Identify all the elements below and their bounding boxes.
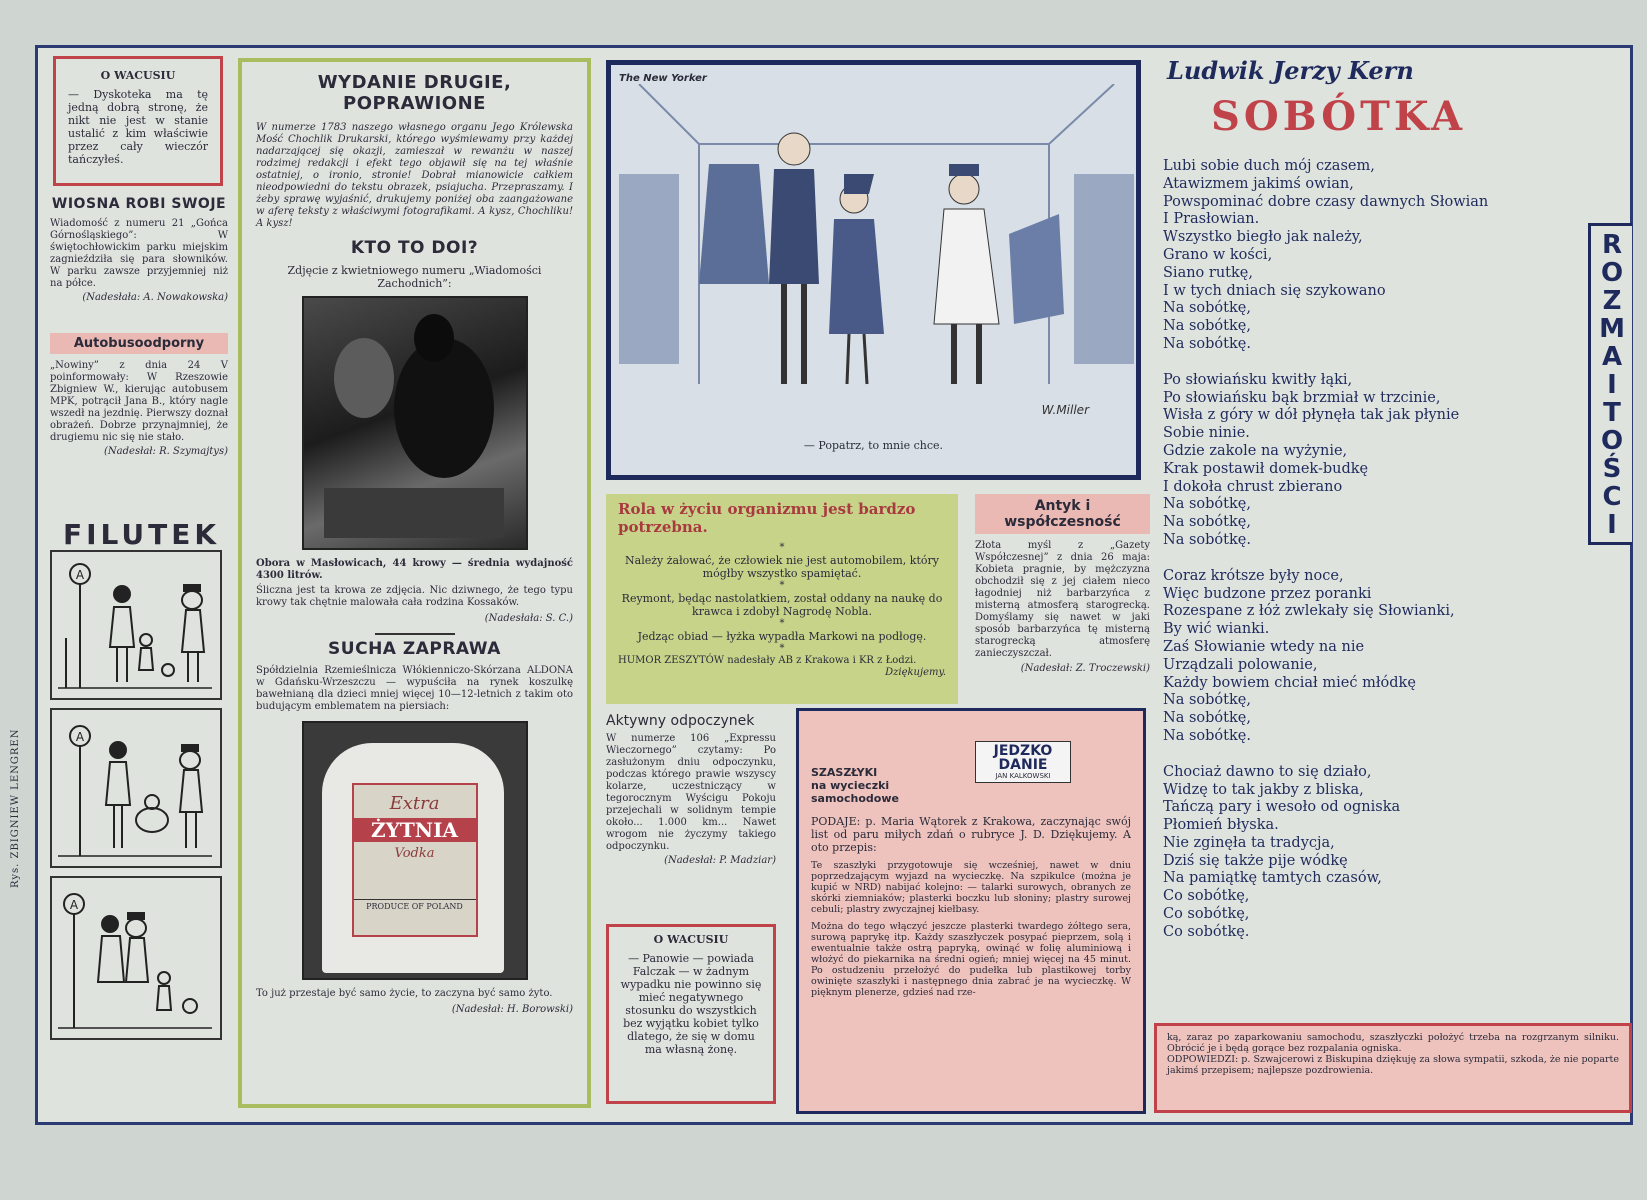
stanza-4 [1163,764,1593,942]
aktywny-article [606,713,776,867]
poem-line: Zaś Słowianie wtedy na nie [1163,638,1365,655]
rola-title: Rola w życiu organizmu jest bardzo potrzebna. [618,500,916,536]
poem-line: Co sobótkę, [1163,888,1250,905]
sucha-credit: (Nadesłał: H. Borowski) [451,1004,573,1015]
wacusiu-title-2: O WACUSIU [653,933,729,946]
autobus-article [50,333,228,458]
poem-line: Sobie ninie. [1163,425,1250,442]
stop-letter-2: A [75,730,85,744]
poem-line: Dziś się także pije wódkę [1163,852,1348,869]
rola-star-3: * [779,618,785,629]
stanza-2 [1163,372,1593,550]
wydanie-box [238,58,591,1108]
poem-line: Co sobótkę, [1163,906,1250,923]
filutek-drawing-1 [52,552,220,698]
shirt-photo [302,721,528,980]
logo-line-1: JEDZKO [993,743,1053,759]
szaszlyki-text-2: Można do tego włączyć jeszcze plasterki twardego żółtego sera, surową paprykę itp. Każdy szaszłyczek posypać pieprzem, solą i ewentualnie także ostrą papryką, owinąć w folię aluminiową i włożyć do piekarnika na średni ogień; mniej więcej na 45 minut. Po ostudzeniu przełożyć do pudełka lub plastikowej torby owinięte szaszłyki i następnego dnia zabrać je na wycieczkę. W pięknym plenerze, gdzieś nad rze- [811,921,1131,998]
cartoon-drawing [619,84,1134,429]
kto-text: Śliczna jest ta krowa ze zdjęcia. Nic dziwnego, że tego typu krowy tak chętnie malowała cała rodzina Kossaków. [256,585,573,608]
poem-line: Po słowiańsku bąk brzmiał w trzcinie, [1163,389,1441,406]
szaszlyki-subtitle: na wycieczki samochodowe [811,779,899,805]
szaszlyki-cont-box [1154,1023,1632,1113]
filutek-drawing-3 [52,878,220,1038]
wacusiu-text-2: — Panowie — powiada Falczak — w żadnym wypadku nie powinno się mieć negatywnego stosunku do wszystkich bez wyjątku kobiet tylko dlatego, że się w domu ma własną żonę. [620,952,762,1056]
poem-line: Lubi sobie duch mój czasem, [1163,158,1375,174]
wiosna-article [50,196,228,304]
stop-letter-1: A [75,568,85,582]
wacusiu-title-1: O WACUSIU [100,69,176,82]
szaszlyki-cont: ką, zaraz po zaparkowaniu samochodu, szaszłyczki położyć trzeba na rozgrzanym silniku. Obrócić je i będą gorące bez rozpalania ogniska. [1167,1032,1619,1054]
wydanie-text: W numerze 1783 naszego własnego organu Jego Królewska Mość Chochlik Drukarski, którego wyśmiewamy przy każdej nadarzającej się okazji, zamieszał w rewanżu w naszej rodzimej redakcji i efekt tego objawił się na tej właśnie ostatniej, o ironio, stronie! Dobrał mianowicie całkiem nieodpowiedni do tekstu obrazek, psiajucha. Przepraszamy. I żeby sprawę wyjaśnić, drukujemy poniżej oba zaangażowane w aferę teksty z właściwymi fotografikami. A kysz, Chochliku! A kysz! [256,122,573,229]
newspaper-page [10,45,1633,1125]
wacusiu-box-2 [606,924,776,1104]
poem-line: By wić wianki. [1163,621,1270,638]
poem-line: I w tych dniach się szykowano [1163,282,1386,299]
poem-line: Na sobótkę, [1163,496,1251,513]
poem-line: Wisła z góry w dół płynęła tak jak płynie [1163,407,1460,424]
kto-credit: (Nadesłała: S. C.) [484,613,573,624]
antyk-credit: (Nadesłał: Z. Troczewski) [1020,663,1150,674]
shirt-line-2: ŻYTNIA [354,818,476,842]
poem-line: Na sobótkę, [1163,692,1251,709]
filutek-panel-2 [50,708,222,868]
autobus-credit: (Nadesłał: R. Szymajtys) [104,446,228,457]
sucha-intro: Spółdzielnia Rzemieślnicza Włókienniczo-Skórzana ALDONA w Gdańsku-Wrzeszczu — wypuściła na rynek koszulkę bawełnianą dla dzieci mniej więcej 10—12-letnich z takim oto budującym emblematem na piersiach: [256,665,573,712]
sobotka-poem [1163,158,1593,942]
stanza-3 [1163,568,1593,746]
wacusiu-text-1: — Dyskoteka ma tę jedną dobrą stronę, że nikt nie jest w stanie ustalić z kim właściwie przez cały wieczór tańczyłeś. [68,88,208,166]
poem-line: Tańczą pary i wesoło od ogniska [1163,799,1401,816]
shirt-line-3: Vodka [394,846,435,861]
sucha-title: SUCHA ZAPRAWA [328,639,501,659]
rola-thanks: Dziękujemy. [885,667,946,678]
poem-line: Więc budzone przez poranki [1163,585,1372,602]
poem-line: Co sobótkę. [1163,923,1250,940]
aktywny-title: Aktywny odpoczynek [606,713,755,729]
antyk-title: Antyk i współczesność [975,494,1150,534]
section-title: ROZMAITOŚCI [1588,223,1632,545]
filutek-logo: FILUTEK [63,518,221,551]
poem-line: Powspominać dobre czasy dawnych Słowian [1163,193,1489,210]
sobotka-title: SOBÓTKA [1211,93,1467,140]
shirt-emblem [352,783,478,937]
wydanie-title: WYDANIE DRUGIE, POPRAWIONE [317,72,512,114]
filutek-panel-3 [50,876,222,1040]
rola-item-2: Reymont, będąc nastolatkiem, został oddany na naukę do krawca i zdobył Nagrodę Nobla. [621,592,943,618]
rola-star-2: * [779,580,785,591]
rola-box [606,494,958,704]
filutek-drawing-2 [52,710,220,866]
kto-title: KTO TO DOI? [350,238,479,258]
poem-line: Na sobótkę, [1163,318,1251,335]
sobotka-article [1163,56,1593,960]
rola-star-4: * [779,643,785,654]
poem-line: Na sobótkę. [1163,335,1251,352]
shirt-line-1: Extra [389,793,440,814]
poem-line: Widzę to tak jakby z bliska, [1163,781,1364,798]
aktywny-text: W numerze 106 „Expressu Wieczornego” czytamy: Po zasłużonym dniu odpoczynku, podczas którego prawie wszyscy kolarze, uczestniczący w tegorocznym Wyścigu Pokoju przejechali w solidnym tempie około... 1.000 km... Nawet wrogom nie życzymy takiego odpoczynku. [606,733,776,852]
poem-line: Nie zginęła ta tradycja, [1163,834,1335,851]
shirt-line-4: PRODUCE OF POLAND [354,899,476,911]
cartoon-signature: W.Miller [1041,403,1089,417]
poem-line: Na sobótkę, [1163,710,1251,727]
poem-line: Coraz krótsze były noce, [1163,567,1344,584]
divider [375,633,455,635]
poem-line: Rozespane z łóż zwlekały się Słowianki, [1163,603,1455,620]
poem-line: Płomień błyska. [1163,817,1279,834]
jedzko-logo [975,741,1071,783]
autobus-text: „Nowiny” z dnia 24 V poinformowały: W Rzeszowie Zbigniew W., kierując autobusem MPK, potrącił Jana B., który nagle wszedł na jezdnię. Pierwszy doznał obrażeń. Dobrze przynajmniej, że drugiemu nic się nie stało. [50,360,228,443]
autobus-title: Autobusoodporny [50,333,228,354]
cartoon-box [606,60,1141,480]
poem-line: Gdzie zakole na wyżynie, [1163,442,1348,459]
poem-line: Krak postawił domek-budkę [1163,460,1369,477]
rola-credit: HUMOR ZESZYTÓW nadesłały AB z Krakowa i KR z Łodzi. [618,655,917,666]
cow-photo-shapes [304,298,522,544]
sucha-text: To już przestaje być samo życie, to zaczyna być samo żyto. [256,988,553,999]
poem-line: I Prasłowian. [1163,211,1260,228]
rola-star-1: * [779,542,785,553]
kto-intro: Zdjęcie z kwietniowego numeru „Wiadomości Zachodnich”: [287,264,542,290]
filutek-panel-1 [50,550,222,700]
poem-line: Na sobótkę, [1163,300,1251,317]
stanza-1 [1163,158,1593,354]
poem-line: Chociaż dawno to się działo, [1163,763,1372,780]
szaszlyki-box [796,708,1146,1114]
wiosna-text: Wiadomość z numeru 21 „Gońca Górnośląskiego”: W świętochłowickim parku miejskim zagnieździła się para słowników. W parku zawsze przyjemniej niż na półce. [50,218,228,289]
cartoon-source: The New Yorker [619,73,707,84]
poem-line: Każdy bowiem chciał mieć młódkę [1163,674,1416,691]
wiosna-title: WIOSNA ROBI SWOJE [51,196,227,212]
cow-photo [302,296,528,550]
stop-letter-3: A [69,898,79,912]
szaszlyki-header [811,721,1131,805]
antyk-article [975,494,1150,675]
poem-line: Na sobótkę. [1163,727,1251,744]
poem-line: Grano w kości, [1163,246,1273,263]
rola-item-3: Jedząc obiad — łyżka wypadła Markowi na podłogę. [637,630,927,643]
antyk-text: Złota myśl z „Gazety Współczesnej” z dnia 26 maja: Kobieta pragnie, by mężczyzna obchodził się z jej ciałem nieco łagodniej niż barbarzyńca z misterną atmosferą starogrecką. Domyślamy się nawet w jaki sposób barbarzyńca tę misterną starogrecką atmosferę zanieczyszczał. [975,540,1150,659]
szaszlyki-answers: ODPOWIEDZI: p. Szwajcerowi z Biskupina dziękuję za słowa sympatii, szkoda, że nie poparte jakimś przepisem; najlepsze pozdrowienia. [1167,1054,1619,1076]
wiosna-credit: (Nadesłała: A. Nowakowska) [82,292,228,303]
artist-credit: Rys. ZBIGNIEW LENGREN [10,728,21,888]
sobotka-author: Ludwik Jerzy Kern [1167,56,1414,85]
kto-caption: Obora w Masłowicach, 44 krowy — średnia wydajność 4300 litrów. [256,558,573,581]
aktywny-credit: (Nadesłał: P. Madziar) [664,855,776,866]
poem-line: Na sobótkę. [1163,531,1251,548]
poem-line: I dokoła chrust zbierano [1163,478,1343,495]
poem-line: Na pamiątkę tamtych czasów, [1163,870,1382,887]
poem-line: Na sobótkę, [1163,514,1251,531]
logo-line-2: DANIE [998,757,1048,773]
poem-line: Po słowiańsku kwitły łąki, [1163,371,1353,388]
szaszlyki-title: SZASZŁYKI [811,766,878,779]
wacusiu-box-1 [53,56,223,186]
szaszlyki-intro: PODAJE: p. Maria Wątorek z Krakowa, zaczynając swój list od paru miłych zdań o rubryce J. D. Dziękujemy. A oto przepis: [811,815,1131,854]
szaszlyki-text-1: Te szaszłyki przygotowuje się wcześniej, nawet w dniu poprzedzającym wyjazd na wycieczkę. Na szpikulce (można je kupić w NRD) nabijać kolejno: — talarki surowych, obranych ze skórki ziemniaków; plasterki boczku lub słoniny; plastry surowej cebuli; plastry zwyczajnej kiełbasy. [811,860,1131,915]
logo-author: JAN KALKOWSKI [995,772,1051,780]
szaszlyki-heading [811,766,911,805]
poem-line: Atawizmem jakimś owian, [1163,175,1354,192]
cartoon-caption: — Popatrz, to mnie chce. [803,439,944,452]
rola-item-1: Należy żałować, że człowiek nie jest automobilem, który mógłby wszystko spamiętać. [625,554,939,580]
poem-line: Siano rutkę, [1163,264,1253,281]
poem-line: Urządzali polowanie, [1163,656,1318,673]
poem-line: Wszystko biegło jak należy, [1163,229,1363,246]
